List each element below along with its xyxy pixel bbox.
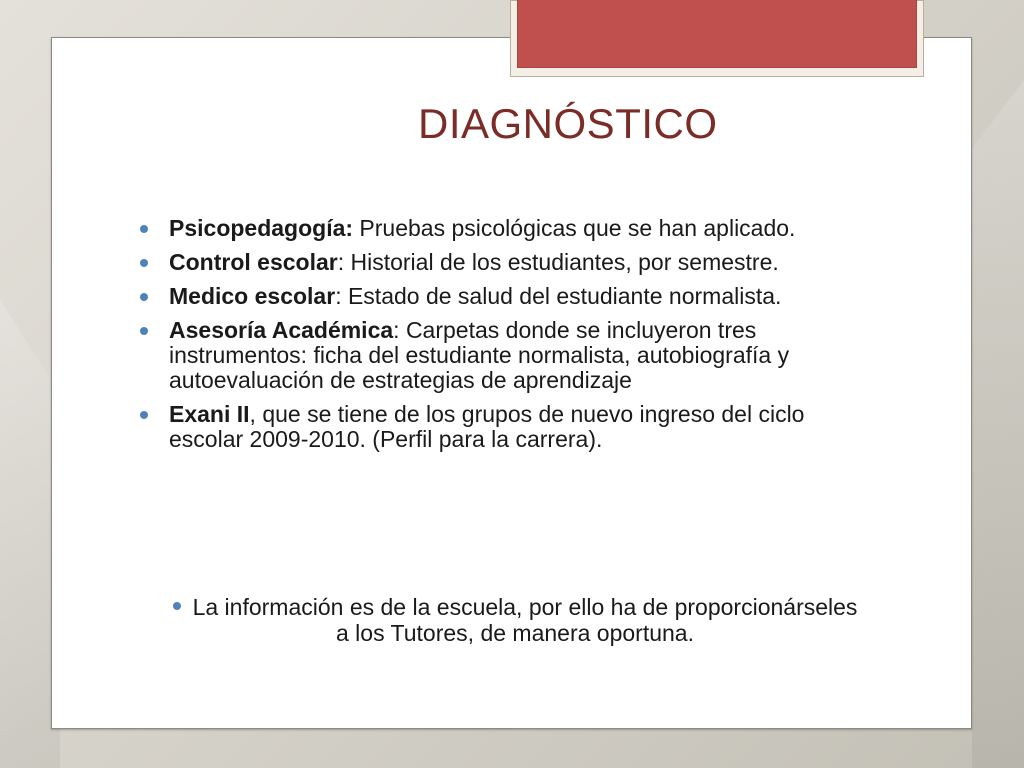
closing-note — [170, 594, 860, 646]
bullet-dot-icon — [173, 602, 181, 610]
bullet-item-exani-ii — [140, 402, 880, 452]
bullet-dot-icon — [140, 225, 148, 233]
bullet-text: , que se tiene de los grupos de nuevo ingreso del ciclo escolar 2009-2010. (Perfil para la carrera). — [169, 401, 805, 452]
bullet-dot-icon — [140, 327, 148, 335]
bullet-text: : Historial de los estudiantes, por semestre. — [337, 249, 779, 275]
bullet-dot-icon — [140, 293, 148, 301]
slide-title: DIAGNÓSTICO — [418, 100, 718, 147]
bullet-item-psicopedagogia — [140, 216, 880, 241]
bullet-term: Control escolar — [169, 249, 338, 275]
bullet-term: Exani II — [169, 401, 250, 427]
bullet-item-control-escolar — [140, 250, 880, 275]
bullet-term: Medico escolar — [169, 283, 336, 309]
bullet-item-asesoria-academica — [140, 318, 880, 393]
bullet-text: : Estado de salud del estudiante normalista. — [335, 283, 782, 309]
accent-bar — [517, 0, 917, 68]
bullet-dot-icon — [140, 411, 148, 419]
bullet-item-medico-escolar — [140, 284, 880, 309]
bullet-text: Pruebas psicológicas que se han aplicado. — [353, 215, 796, 241]
bullet-dot-icon — [140, 259, 148, 267]
bullet-term: Psicopedagogía: — [169, 215, 354, 241]
bullet-term: Asesoría Académica — [169, 317, 394, 343]
background-facet-right — [972, 80, 1024, 768]
bullet-list — [140, 216, 880, 461]
closing-note-text: La información es de la escuela, por ello ha de proporcionárseles a los Tutores, de manera oportuna. — [192, 594, 858, 646]
bullet-text: : Carpetas donde se incluyeron tres instrumentos: ficha del estudiante normalista, autobiografía y autoevaluación de estrategias de aprendizaje — [169, 317, 790, 393]
